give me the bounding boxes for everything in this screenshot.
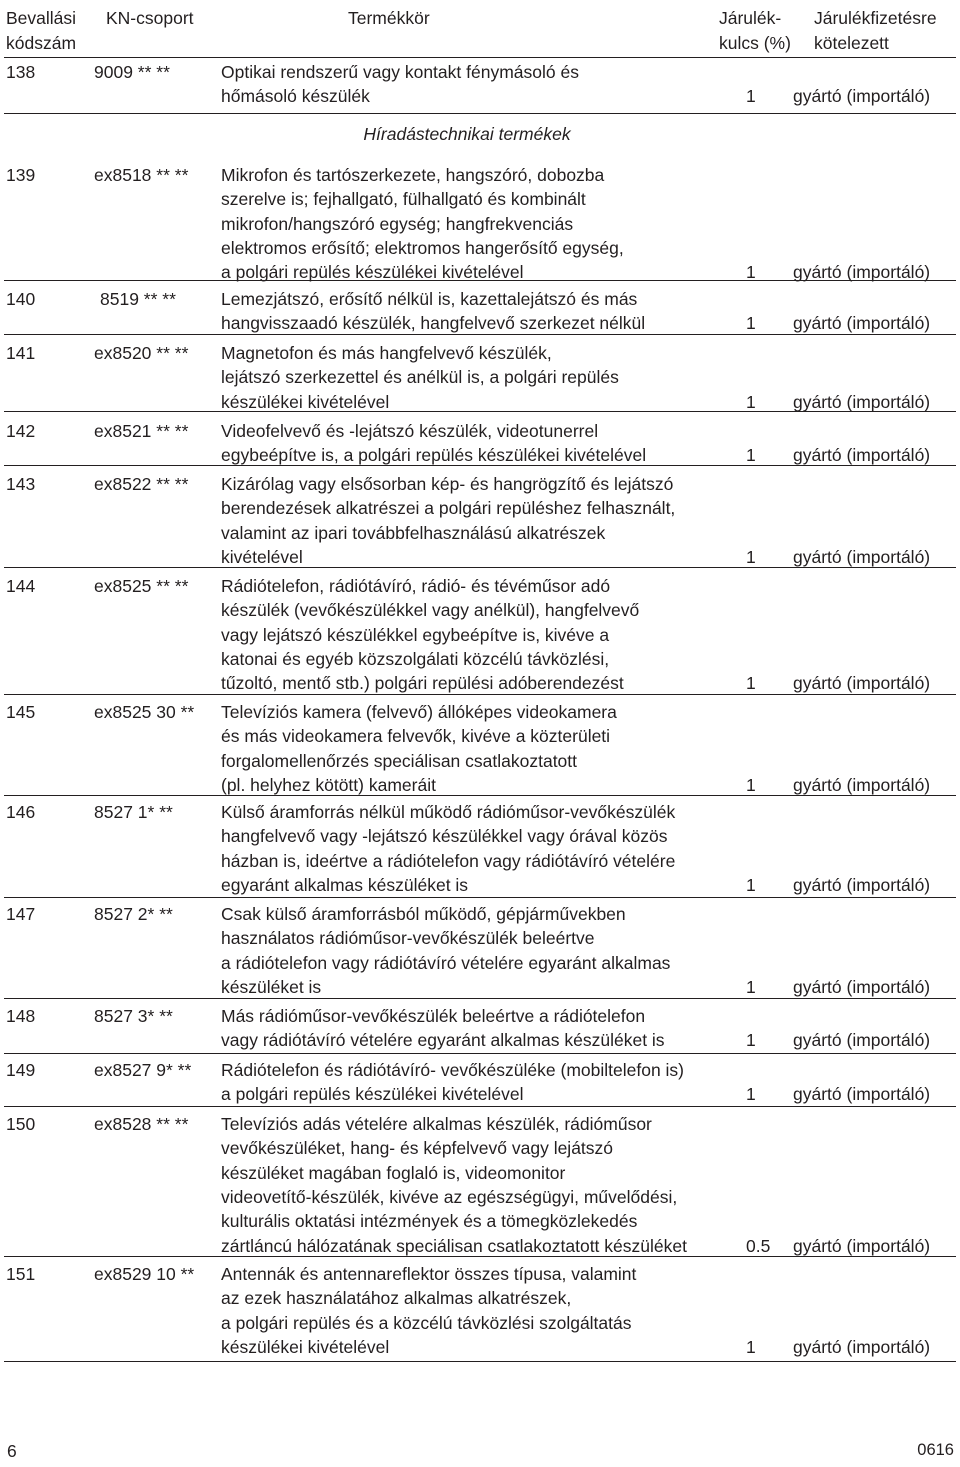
row-kn-group: 9009 ** ** xyxy=(94,62,170,82)
row-product-line: használatos rádióműsor-vevőkészülék beleértve xyxy=(221,928,595,949)
row-product-line: vagy lejátszó készülékkel egybeépítve is, kivéve a xyxy=(221,624,610,645)
row-rate: 1 xyxy=(746,976,756,997)
row-payer: gyártó (importáló) xyxy=(793,86,931,107)
row-rate: 1 xyxy=(746,874,756,895)
row-kn-group: 8527 1* ** xyxy=(94,802,173,822)
row-payer: gyártó (importáló) xyxy=(793,774,931,795)
row-kn-group: 8519 ** ** xyxy=(100,289,176,309)
row-product-line: Televíziós adás vételére alkalmas készülék, rádióműsor xyxy=(221,1114,652,1134)
row-code: 144 xyxy=(6,576,36,596)
row-code: 148 xyxy=(6,1006,36,1026)
row-code: 150 xyxy=(6,1114,36,1134)
row-product-line: a rádiótelefon vagy rádiótávíró vételére egyaránt alkalmas xyxy=(221,952,671,973)
row-product-line: Más rádióműsor-vevőkészülék beleértve a rádiótelefon xyxy=(221,1006,646,1026)
row-product-line: Rádiótelefon és rádiótávíró- vevőkészüléke (mobiltelefon is) xyxy=(221,1060,685,1080)
page-number: 6 xyxy=(7,1441,17,1461)
row-divider xyxy=(4,897,956,898)
row-kn-group: ex8527 9* ** xyxy=(94,1060,192,1080)
row-rate: 1 xyxy=(746,313,756,334)
header-rate xyxy=(719,6,791,56)
section-title-text: Híradástechnikai termékek xyxy=(363,124,571,144)
row-divider xyxy=(4,1053,956,1054)
row-divider xyxy=(4,998,956,999)
row-kn-group: ex8525 30 ** xyxy=(94,702,195,722)
row-product-line: készüléket is xyxy=(221,976,322,997)
row-product-line: a polgári repülés készülékei kivételével xyxy=(221,262,524,283)
row-product-line: Külső áramforrás nélkül működő rádióműsor-vevőkészülék xyxy=(221,802,676,822)
row-product-line: lejátszó szerkezettel és anélkül is, a polgári repülés xyxy=(221,367,619,388)
row-kn-group: ex8521 ** ** xyxy=(94,421,189,441)
header-rate-line2: kulcs (%) xyxy=(719,33,791,53)
row-code: 140 xyxy=(6,289,36,309)
row-rate: 1 xyxy=(746,262,756,283)
row-divider xyxy=(4,694,956,695)
row-product-line: Lemezjátszó, erősítő nélkül is, kazettalejátszó és más xyxy=(221,289,638,309)
row-product-line: Kizárólag vagy elsősorban kép- és hangrögzítő és lejátszó xyxy=(221,474,674,494)
row-kn-group: ex8522 ** ** xyxy=(94,474,189,494)
row-product-line: és más videokamera felvevők, kivéve a közterületi xyxy=(221,726,611,747)
row-product-line: készülék (vevőkészülékkel vagy anélkül), hangfelvevő xyxy=(221,600,640,621)
section-title xyxy=(0,124,960,145)
row-rate: 1 xyxy=(746,391,756,412)
row-rate: 1 xyxy=(746,774,756,795)
row-product-line: berendezések alkatrészei a polgári repüléshez felhasznált, xyxy=(221,498,676,519)
row-product-line: katonai és egyéb közszolgálati közcélú távközlési, xyxy=(221,648,610,669)
row-product-line: kulturális oktatási intézmények és a tömegközlekedés xyxy=(221,1211,638,1232)
row-product-line: Magnetofon és más hangfelvevő készülék, xyxy=(221,343,552,363)
row-payer: gyártó (importáló) xyxy=(793,262,931,283)
row-payer: gyártó (importáló) xyxy=(793,1030,931,1051)
row-kn-group: 8527 3* ** xyxy=(94,1006,173,1026)
header-product: Termékkör xyxy=(348,8,430,28)
row-payer: gyártó (importáló) xyxy=(793,976,931,997)
row-product-line: elektromos erősítő; elektromos hangerősítő egység, xyxy=(221,237,624,258)
row-rate: 1 xyxy=(746,1336,756,1357)
row-payer: gyártó (importáló) xyxy=(793,1235,931,1256)
row-rate: 1 xyxy=(746,546,756,567)
row-payer: gyártó (importáló) xyxy=(793,1336,931,1357)
row-kn-group: ex8528 ** ** xyxy=(94,1114,189,1134)
row-rate: 1 xyxy=(746,1030,756,1051)
row-product-line: Mikrofon és tartószerkezete, hangszóró, dobozba xyxy=(221,165,605,185)
row-divider xyxy=(4,465,956,466)
row-product-line: videovetítő-készülék, kivéve az egészségügyi, művelődési, xyxy=(221,1186,678,1207)
row-code: 149 xyxy=(6,1060,36,1080)
row-code: 138 xyxy=(6,62,36,82)
row-product-line: Televíziós kamera (felvevő) állóképes videokamera xyxy=(221,702,617,722)
row-payer: gyártó (importáló) xyxy=(793,673,931,694)
row-divider xyxy=(4,567,956,568)
row-product-line: egyaránt alkalmas készüléket is xyxy=(221,874,469,895)
row-product-line: az ezek használatához alkalmas alkatrészek, xyxy=(221,1288,572,1309)
row-product-line: hangvisszaadó készülék, hangfelvevő szerkezet nélkül xyxy=(221,313,646,334)
row-product-line: házban is, ideértve a rádiótelefon vagy rádiótávíró vételére xyxy=(221,850,676,871)
row-product-line: Csak külső áramforrásból működő, gépjárművekben xyxy=(221,904,626,924)
header-code-line2: kódszám xyxy=(6,33,77,53)
row-product-line: hangfelvevő vagy -lejátszó készülékkel vagy órával közös xyxy=(221,826,668,847)
row-product-line: valamint az ipari továbbfelhasználású alkatrészek xyxy=(221,522,606,543)
header-payer-line1: Járulékfizetésre xyxy=(814,8,937,28)
row-payer: gyártó (importáló) xyxy=(793,445,931,466)
row-code: 145 xyxy=(6,702,36,722)
row-kn-group: ex8520 ** ** xyxy=(94,343,189,363)
row-rate: 0.5 xyxy=(746,1235,771,1256)
row-rate: 1 xyxy=(746,1084,756,1105)
row-product-line: tűzoltó, mentő stb.) polgári repülési adóberendezést xyxy=(221,673,624,694)
row-code: 146 xyxy=(6,802,36,822)
row-code: 143 xyxy=(6,474,36,494)
row-product-line: kivételével xyxy=(221,546,303,567)
header-kn: KN-csoport xyxy=(106,8,194,28)
row-product-line: zártláncú hálózatának speciálisan csatlakoztatott készüléket xyxy=(221,1235,687,1256)
row-product-line: készülékei kivételével xyxy=(221,1336,390,1357)
row-payer: gyártó (importáló) xyxy=(793,546,931,567)
row-product-line: egybeépítve is, a polgári repülés készülékei kivételével xyxy=(221,445,647,466)
row-divider xyxy=(4,1361,956,1362)
row-payer: gyártó (importáló) xyxy=(793,313,931,334)
row-divider xyxy=(4,280,956,281)
row-kn-group: ex8525 ** ** xyxy=(94,576,189,596)
row-product-line: szerelve is; fejhallgató, fülhallgató és kombinált xyxy=(221,189,586,210)
row-product-line: Optikai rendszerű vagy kontakt fénymásoló és xyxy=(221,62,579,82)
header-code-line1: Bevallási xyxy=(6,8,77,28)
row-product-line: forgalomellenőrzés speciálisan csatlakoztatott xyxy=(221,750,578,771)
row-payer: gyártó (importáló) xyxy=(793,874,931,895)
row-divider xyxy=(4,113,956,114)
header-payer-line2: kötelezett xyxy=(814,33,889,53)
row-divider xyxy=(4,411,956,412)
row-code: 151 xyxy=(6,1264,36,1284)
row-rate: 1 xyxy=(746,673,756,694)
row-rate: 1 xyxy=(746,86,756,107)
row-kn-group: ex8529 10 ** xyxy=(94,1264,195,1284)
row-divider xyxy=(4,334,956,335)
row-divider xyxy=(4,1256,956,1257)
header-divider xyxy=(4,57,956,58)
row-product-line: (pl. helyhez kötött) kameráit xyxy=(221,774,436,795)
row-divider xyxy=(4,795,956,796)
header-rate-line1: Járulék- xyxy=(719,8,782,28)
row-product-line: mikrofon/hangszóró egység; hangfrekvenciás xyxy=(221,213,574,234)
row-code: 147 xyxy=(6,904,36,924)
row-product-line: vevőkészüléket, hang- és képfelvevő vagy lejátszó xyxy=(221,1138,614,1159)
row-kn-group: 8527 2* ** xyxy=(94,904,173,924)
row-code: 142 xyxy=(6,421,36,441)
row-code: 139 xyxy=(6,165,36,185)
row-product-line: Antennák és antennareflektor összes típusa, valamint xyxy=(221,1264,637,1284)
row-divider xyxy=(4,1106,956,1107)
row-payer: gyártó (importáló) xyxy=(793,391,931,412)
header-code xyxy=(6,6,76,56)
row-product-line: készülékei kivételével xyxy=(221,391,390,412)
row-product-line: a polgári repülés és a közcélú távközlési szolgáltatás xyxy=(221,1312,632,1333)
row-payer: gyártó (importáló) xyxy=(793,1084,931,1105)
row-product-line: Rádiótelefon, rádiótávíró, rádió- és tévéműsor adó xyxy=(221,576,611,596)
row-kn-group: ex8518 ** ** xyxy=(94,165,189,185)
row-product-line: hőmásoló készülék xyxy=(221,86,370,107)
row-code: 141 xyxy=(6,343,36,363)
row-rate: 1 xyxy=(746,445,756,466)
row-product-line: készüléket magában foglaló is, videomonitor xyxy=(221,1162,566,1183)
row-product-line: vagy rádiótávíró vételére egyaránt alkalmas készüléket is xyxy=(221,1030,665,1051)
row-product-line: a polgári repülés készülékei kivételével xyxy=(221,1084,524,1105)
document-code: 0616 xyxy=(917,1441,954,1459)
row-product-line: Videofelvevő és -lejátszó készülék, videotunerrel xyxy=(221,421,599,441)
header-payer xyxy=(814,6,937,56)
